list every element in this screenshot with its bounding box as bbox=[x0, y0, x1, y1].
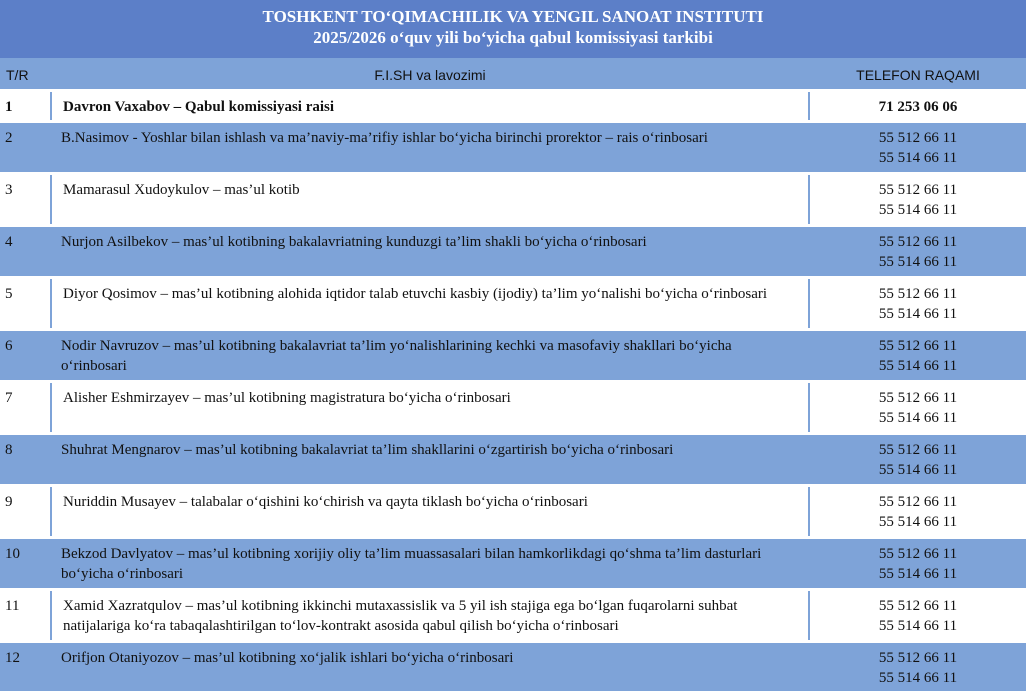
phone-number: 55 514 66 11 bbox=[878, 618, 958, 634]
phone-cell bbox=[810, 279, 1026, 328]
member-name-position: Bekzod Davlyatov – mas’ul kotibning xorijiy oliy ta’lim muassasalari bilan hamkorlikdagi qo‘shma ta’lim dasturlari bo‘yicha o‘rinbosari bbox=[61, 546, 762, 582]
phone-cell bbox=[810, 227, 1026, 276]
commission-subtitle: 2025/2026 o‘quv yili bo‘yicha qabul komissiyasi tarkibi bbox=[313, 28, 713, 47]
table-row bbox=[0, 643, 1026, 691]
phone-number: 55 512 66 11 bbox=[878, 234, 958, 250]
phone-number: 55 514 66 11 bbox=[878, 566, 958, 582]
row-number: 3 bbox=[0, 175, 50, 224]
table-row bbox=[0, 123, 1026, 175]
row-number: 7 bbox=[0, 383, 50, 432]
phone-number: 55 512 66 11 bbox=[878, 286, 958, 302]
table-row bbox=[0, 383, 1026, 435]
member-name-position: Nuriddin Musayev – talabalar o‘qishini ko‘chirish va qayta tiklash bo‘yicha o‘rinbosari bbox=[50, 487, 810, 536]
row-number: 9 bbox=[0, 487, 50, 536]
table-row bbox=[0, 435, 1026, 487]
phone-number: 55 514 66 11 bbox=[878, 670, 958, 686]
phone-number: 55 514 66 11 bbox=[878, 514, 958, 530]
commission-table-body bbox=[0, 92, 1026, 691]
phone-number: 55 512 66 11 bbox=[878, 442, 958, 458]
row-number: 2 bbox=[5, 130, 13, 146]
phone-cell bbox=[810, 435, 1026, 484]
member-name-position: Shuhrat Mengnarov – mas’ul kotibning bakalavriat ta’lim shakllarini o‘zgartirish bo‘yicha o‘rinbosari bbox=[61, 442, 674, 458]
member-name-position: Davron Vaxabov – Qabul komissiyasi raisi bbox=[50, 92, 810, 120]
member-name-position: Diyor Qosimov – mas’ul kotibning alohida iqtidor talab etuvchi kasbiy (ijodiy) ta’lim yo‘nalishi bo‘yicha o‘rinbosari bbox=[50, 279, 810, 328]
phone-number: 55 512 66 11 bbox=[878, 546, 958, 562]
phone-number: 71 253 06 06 bbox=[878, 99, 958, 115]
table-row bbox=[0, 331, 1026, 383]
table-row bbox=[0, 487, 1026, 539]
phone-cell bbox=[810, 175, 1026, 224]
member-name-position: Nodir Navruzov – mas’ul kotibning bakalavriat ta’lim yo‘nalishlarining kechki va masofaviy shakllari bo‘yicha o‘rinbosari bbox=[61, 338, 732, 374]
phone-number: 55 514 66 11 bbox=[878, 358, 958, 374]
phone-number: 55 512 66 11 bbox=[878, 182, 958, 198]
row-number: 8 bbox=[5, 442, 13, 458]
phone-number: 55 514 66 11 bbox=[878, 306, 958, 322]
member-name-position: Alisher Eshmirzayev – mas’ul kotibning magistratura bo‘yicha o‘rinbosari bbox=[50, 383, 810, 432]
phone-number: 55 512 66 11 bbox=[878, 390, 958, 406]
phone-number: 55 514 66 11 bbox=[878, 202, 958, 218]
row-number: 11 bbox=[0, 591, 50, 640]
phone-number: 55 514 66 11 bbox=[878, 254, 958, 270]
member-name-position: B.Nasimov - Yoshlar bilan ishlash va ma’naviy-ma’rifiy ishlar bo‘yicha birinchi prorektor – rais o‘rinbosari bbox=[61, 130, 708, 146]
phone-cell bbox=[810, 123, 1026, 172]
phone-number: 55 512 66 11 bbox=[878, 598, 958, 614]
member-name-position: Xamid Xazratqulov – mas’ul kotibning ikkinchi mutaxassislik va 5 yil ish stajiga ega bo‘lgan fuqarolarni suhbat natijalariga ko‘ra tabaqalashtirilgan to‘lov-kontrakt asosida qabul qilish bo‘yicha o‘rinbosari bbox=[50, 591, 810, 640]
member-name-position: Nurjon Asilbekov – mas’ul kotibning bakalavriatning kunduzgi ta’lim shakli bo‘yicha o‘rinbosari bbox=[61, 234, 647, 250]
row-number: 12 bbox=[5, 650, 20, 666]
phone-number: 55 512 66 11 bbox=[878, 338, 958, 354]
institute-title: TOSHKENT TO‘QIMACHILIK VA YENGIL SANOAT INSTITUTI bbox=[262, 7, 764, 26]
phone-cell bbox=[810, 331, 1026, 380]
table-row bbox=[0, 227, 1026, 279]
member-name-position: Mamarasul Xudoykulov – mas’ul kotib bbox=[50, 175, 810, 224]
member-name-position: Orifjon Otaniyozov – mas’ul kotibning xo‘jalik ishlari bo‘yicha o‘rinbosari bbox=[61, 650, 514, 666]
phone-cell bbox=[810, 92, 1026, 120]
column-header-phone: TELEFON RAQAMI bbox=[856, 67, 980, 83]
phone-cell bbox=[810, 383, 1026, 432]
table-header bbox=[0, 58, 1026, 92]
table-row bbox=[0, 591, 1026, 643]
phone-number: 55 512 66 11 bbox=[878, 130, 958, 146]
phone-number: 55 512 66 11 bbox=[878, 494, 958, 510]
phone-cell bbox=[810, 591, 1026, 640]
phone-number: 55 514 66 11 bbox=[878, 462, 958, 478]
table-row bbox=[0, 279, 1026, 331]
phone-number: 55 514 66 11 bbox=[878, 150, 958, 166]
row-number: 10 bbox=[5, 546, 20, 562]
row-number: 5 bbox=[0, 279, 50, 328]
table-row bbox=[0, 92, 1026, 123]
row-number: 1 bbox=[0, 92, 50, 120]
row-number: 6 bbox=[5, 338, 13, 354]
phone-number: 55 512 66 11 bbox=[878, 650, 958, 666]
column-header-number: T/R bbox=[6, 67, 29, 83]
table-row bbox=[0, 175, 1026, 227]
phone-cell bbox=[810, 487, 1026, 536]
page-header bbox=[0, 0, 1026, 58]
row-number: 4 bbox=[5, 234, 13, 250]
table-row bbox=[0, 539, 1026, 591]
phone-number: 55 514 66 11 bbox=[878, 410, 958, 426]
phone-cell bbox=[810, 539, 1026, 588]
phone-cell bbox=[810, 643, 1026, 691]
column-header-name: F.I.SH va lavozimi bbox=[374, 67, 486, 83]
